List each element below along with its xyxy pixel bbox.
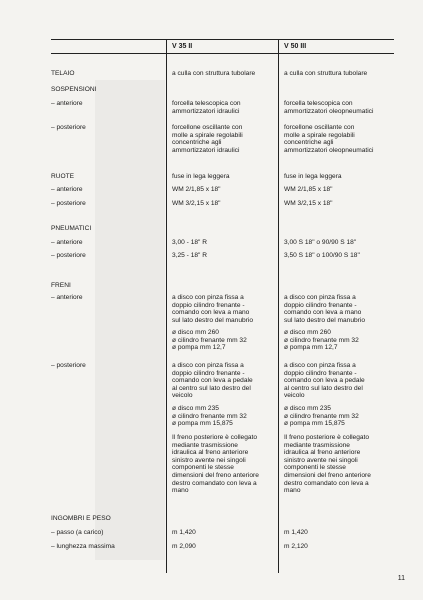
telaio-v35: a culla con struttura tubolare (172, 70, 256, 77)
pneu-ant-v50: 3,00 S 18" o 90/90 S 18" (284, 239, 357, 246)
freni-post-v50-note-l8: mano (284, 487, 301, 495)
ruote-post-v35: WM 3/2,15 x 18" (172, 200, 221, 207)
column-divider-1 (166, 39, 167, 573)
label-ruote-anteriore: – anteriore (51, 186, 83, 193)
freni-post-v50-disco: ø disco mm 235 (284, 405, 331, 412)
freni-post-v35-note-l2: mediante trasmissione (172, 441, 238, 449)
freni-ant-v35-disco: ø disco mm 260 (172, 329, 219, 336)
ruote-v50: fuse in lega leggera (284, 173, 342, 180)
ruote-v35: fuse in lega leggera (172, 173, 230, 180)
passo-v50: m 1,420 (284, 529, 308, 536)
freni-post-v35-l4: al centro sul lato destro del (172, 384, 251, 392)
label-passo: – passo (a carico) (51, 529, 104, 536)
label-ruote-posteriore: – posteriore (51, 200, 86, 207)
freni-post-v35-note-l4: sinistro avente nei singoli (172, 456, 246, 464)
freni-post-v50-pompa: ø pompa mm 15,875 (284, 420, 345, 428)
sosp-post-v50-l3: concentriche agli (284, 139, 334, 147)
table-top-rule (51, 39, 394, 40)
sosp-ant-v50-l1: forcella telescopica con (284, 100, 353, 107)
freni-ant-v50-l3: comando con leva a mano (284, 309, 362, 317)
sosp-post-v35-l1: forcellone oscillante con (172, 124, 243, 131)
label-pneumatici: PNEUMATICI (51, 225, 92, 232)
sosp-ant-v35-l1: forcella telescopica con (172, 100, 241, 107)
ruote-ant-v35: WM 2/1,85 x 18" (172, 186, 221, 193)
sosp-post-v50-l2: molle a spirale regolabili (284, 131, 355, 139)
freni-post-v50-l4: al centro sul lato destro del (284, 384, 363, 392)
label-freni-anteriore: – anteriore (51, 294, 83, 301)
freni-ant-v50-pompa: ø pompa mm 12,7 (284, 344, 338, 352)
bleed-through-shade (95, 80, 165, 560)
sosp-post-v35-l3: concentriche agli (172, 139, 222, 147)
freni-ant-v35-pompa: ø pompa mm 12,7 (172, 344, 226, 352)
freni-post-v35-note-l1: Il freno posteriore è collegato (172, 434, 258, 441)
freni-post-v35-note-l7: destro comandato con leva a (172, 479, 257, 487)
label-lunghezza: – lunghezza massima (51, 543, 115, 550)
header-v35: V 35 II (172, 43, 193, 50)
label-pneu-anteriore: – anteriore (51, 239, 83, 246)
freni-post-v35-l3: comando con leva a pedale (172, 377, 253, 385)
freni-ant-v35-l1: a disco con pinza fissa a (172, 294, 244, 301)
freni-ant-v50-cilindro: ø cilindro frenante mm 32 (284, 336, 359, 344)
freni-ant-v35-l2: doppio cilindro frenante - (172, 301, 245, 309)
freni-post-v35-note-l6: dimensioni del freno anteriore (172, 472, 259, 479)
sosp-post-v50-l1: forcellone oscillante con (284, 124, 355, 131)
label-freni-posteriore: – posteriore (51, 362, 86, 369)
pneu-ant-v35: 3,00 - 18" R (172, 239, 207, 246)
freni-ant-v50-disco: ø disco mm 260 (284, 329, 331, 336)
sosp-post-v35-l4: ammortizzatori idraulici (172, 146, 240, 154)
freni-post-v50-note-l1: Il freno posteriore è collegato (284, 434, 370, 441)
sosp-ant-v35-l2: ammortizzatori idraulici (172, 107, 240, 115)
freni-post-v35-cilindro: ø cilindro frenante mm 32 (172, 412, 247, 420)
freni-ant-v50-l4: sul lato destro del manubrio (284, 316, 366, 324)
freni-post-v50-note-l6: dimensioni del freno anteriore (284, 472, 371, 479)
label-ingombri: INGOMBRI E PESO (51, 515, 111, 522)
lunghezza-v35: m 2,090 (172, 543, 196, 550)
freni-post-v35-note-l8: mano (172, 487, 189, 495)
label-pneu-posteriore: – posteriore (51, 252, 86, 259)
freni-post-v50-note-l5: componenti le stesse (284, 464, 346, 472)
sosp-post-v50-l4: ammortizzatori oleopneumatici (284, 146, 374, 154)
freni-ant-v35-l3: comando con leva a mano (172, 309, 250, 317)
passo-v35: m 1,420 (172, 529, 196, 536)
freni-post-v50-l2: doppio cilindro frenante - (284, 369, 357, 377)
freni-ant-v35-l4: sul lato destro del manubrio (172, 316, 254, 324)
page-number: 11 (397, 575, 405, 582)
freni-post-v50-note-l3: idraulica al freno anteriore (284, 449, 361, 457)
lunghezza-v50: m 2,120 (284, 543, 308, 550)
freni-post-v35-l1: a disco con pinza fissa a (172, 362, 244, 369)
freni-post-v50-cilindro: ø cilindro frenante mm 32 (284, 412, 359, 420)
freni-post-v50-note-l2: mediante trasmissione (284, 441, 350, 449)
freni-post-v35-pompa: ø pompa mm 15,875 (172, 420, 233, 428)
label-sosp-anteriore: – anteriore (51, 100, 83, 107)
freni-post-v35-note-l5: componenti le stesse (172, 464, 234, 472)
freni-post-v50-note-l7: destro comandato con leva a (284, 479, 369, 487)
freni-post-v35-l5: veicolo (172, 392, 193, 400)
header-rule (51, 53, 394, 54)
header-v50: V 50 III (284, 43, 307, 50)
sosp-ant-v50-l2: ammortizzatori oleopneumatici (284, 107, 374, 115)
label-telaio: TELAIO (51, 70, 75, 77)
label-freni: FRENI (51, 282, 71, 289)
label-ruote: RUOTE (51, 173, 75, 180)
sosp-post-v35-l2: molle a spirale regolabili (172, 131, 243, 139)
telaio-v50: a culla con struttura tubolare (284, 70, 368, 77)
freni-ant-v50-l2: doppio cilindro frenante - (284, 301, 357, 309)
freni-ant-v35-cilindro: ø cilindro frenante mm 32 (172, 336, 247, 344)
pneu-post-v50: 3,50 S 18" o 100/90 S 18" (284, 252, 360, 259)
freni-post-v35-note-l3: idraulica al freno anteriore (172, 449, 249, 457)
freni-post-v50-note-l4: sinistro avente nei singoli (284, 456, 358, 464)
freni-ant-v50-l1: a disco con pinza fissa a (284, 294, 356, 301)
freni-post-v35-disco: ø disco mm 235 (172, 405, 219, 412)
freni-post-v35-l2: doppio cilindro frenante - (172, 369, 245, 377)
label-sospensioni: SOSPENSIONI (51, 86, 97, 93)
ruote-ant-v50: WM 2/1,85 x 18" (284, 186, 333, 193)
freni-post-v50-l3: comando con leva a pedale (284, 377, 365, 385)
ruote-post-v50: WM 3/2,15 x 18" (284, 200, 333, 207)
freni-post-v50-l1: a disco con pinza fissa a (284, 362, 356, 369)
freni-post-v50-l5: veicolo (284, 392, 305, 400)
label-sosp-posteriore: – posteriore (51, 124, 86, 131)
column-divider-2 (278, 39, 279, 573)
pneu-post-v35: 3,25 - 18" R (172, 252, 207, 259)
